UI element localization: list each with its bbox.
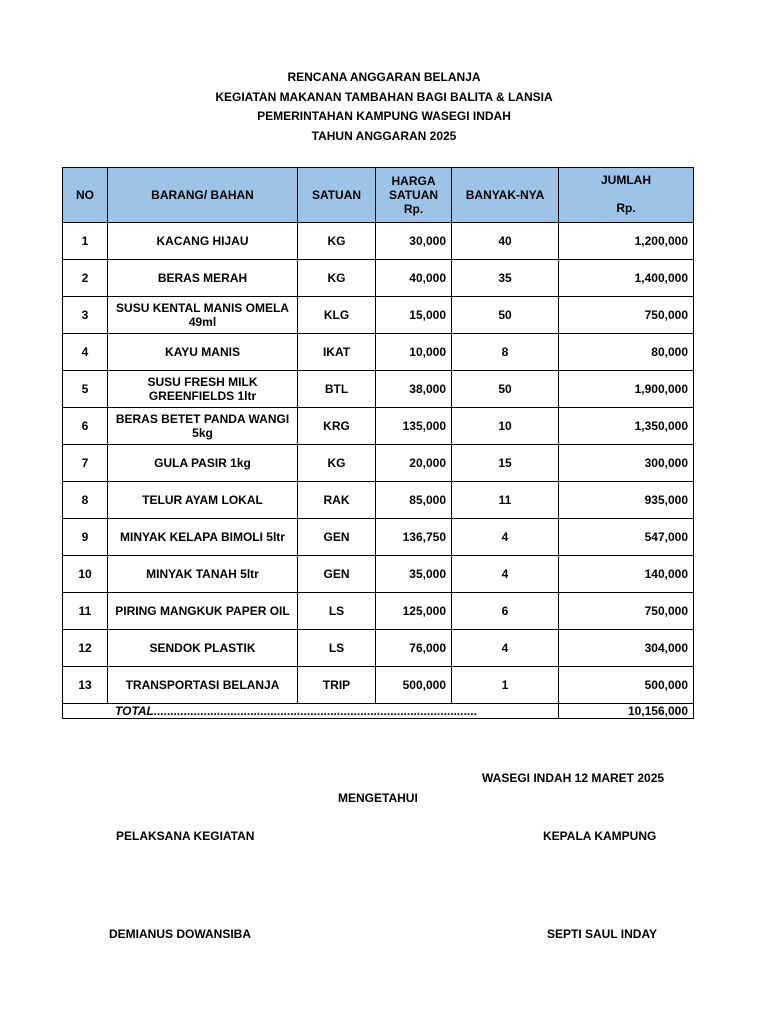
total-label: TOTAL................................................................................................. — [63, 704, 559, 719]
cell-harga: 500,000 — [376, 667, 452, 704]
cell-no: 4 — [63, 334, 108, 371]
header-year: TAHUN ANGGARAN 2025 — [311, 128, 457, 143]
table-row — [63, 445, 694, 482]
cell-barang: BERAS MERAH — [108, 260, 298, 297]
total-value: 10,156,000 — [559, 704, 694, 719]
col-harga-header-line2: SATUAN Rp. — [388, 188, 439, 216]
cell-satuan: KG — [298, 260, 376, 297]
cell-banyak: 50 — [452, 297, 559, 334]
cell-satuan: IKAT — [298, 334, 376, 371]
cell-no: 10 — [63, 556, 108, 593]
header-activity: KEGIATAN MAKANAN TAMBAHAN BAGI BALITA & LANSIA — [215, 89, 553, 104]
col-jumlah-header-line1: JUMLAH — [601, 173, 651, 187]
acknowledged-label: MENGETAHUI — [338, 791, 418, 805]
cell-barang: SUSU FRESH MILK GREENFIELDS 1ltr — [108, 371, 298, 408]
cell-jumlah: 140,000 — [559, 556, 694, 593]
cell-no: 5 — [63, 371, 108, 408]
col-no-header: NO — [63, 168, 108, 223]
cell-harga: 125,000 — [376, 593, 452, 630]
cell-no: 2 — [63, 260, 108, 297]
table-row — [63, 556, 694, 593]
col-banyak-header: BANYAK-NYA — [452, 168, 559, 223]
cell-harga: 30,000 — [376, 223, 452, 260]
header-government: PEMERINTAHAN KAMPUNG WASEGI INDAH — [257, 109, 511, 123]
cell-satuan: KG — [298, 445, 376, 482]
cell-barang: KAYU MANIS — [108, 334, 298, 371]
table-row — [63, 593, 694, 630]
cell-banyak: 15 — [452, 445, 559, 482]
col-harga-header — [376, 168, 452, 223]
col-barang-header: BARANG/ BAHAN — [108, 168, 298, 223]
document-date: WASEGI INDAH 12 MARET 2025 — [482, 771, 665, 785]
cell-no: 3 — [63, 297, 108, 334]
table-row — [63, 519, 694, 556]
left-signatory-title: PELAKSANA KEGIATAN — [116, 829, 255, 843]
cell-jumlah: 1,200,000 — [559, 223, 694, 260]
col-jumlah-header-line2: Rp. — [616, 201, 636, 215]
cell-harga: 76,000 — [376, 630, 452, 667]
cell-barang: TELUR AYAM LOKAL — [108, 482, 298, 519]
cell-satuan: TRIP — [298, 667, 376, 704]
cell-jumlah: 935,000 — [559, 482, 694, 519]
cell-jumlah: 1,400,000 — [559, 260, 694, 297]
cell-barang: MINYAK TANAH 5ltr — [108, 556, 298, 593]
cell-jumlah: 500,000 — [559, 667, 694, 704]
cell-no: 13 — [63, 667, 108, 704]
table-row — [63, 297, 694, 334]
col-harga-header-line1: HARGA — [391, 174, 436, 188]
table-body — [63, 223, 694, 704]
right-signatory-name: SEPTI SAUL INDAY — [547, 927, 658, 941]
cell-no: 11 — [63, 593, 108, 630]
table-header-row — [63, 168, 694, 223]
cell-jumlah: 750,000 — [559, 297, 694, 334]
cell-banyak: 35 — [452, 260, 559, 297]
cell-satuan: RAK — [298, 482, 376, 519]
cell-harga: 135,000 — [376, 408, 452, 445]
cell-barang: GULA PASIR 1kg — [108, 445, 298, 482]
cell-jumlah: 1,900,000 — [559, 371, 694, 408]
cell-barang: TRANSPORTASI BELANJA — [108, 667, 298, 704]
cell-banyak: 8 — [452, 334, 559, 371]
cell-jumlah: 750,000 — [559, 593, 694, 630]
cell-banyak: 10 — [452, 408, 559, 445]
col-jumlah-header — [559, 168, 694, 223]
cell-banyak: 1 — [452, 667, 559, 704]
cell-no: 1 — [63, 223, 108, 260]
cell-barang: KACANG HIJAU — [108, 223, 298, 260]
cell-banyak: 4 — [452, 556, 559, 593]
cell-banyak: 4 — [452, 630, 559, 667]
cell-harga: 15,000 — [376, 297, 452, 334]
budget-table — [62, 167, 694, 719]
cell-banyak: 11 — [452, 482, 559, 519]
cell-harga: 136,750 — [376, 519, 452, 556]
total-row — [63, 704, 694, 719]
table-row — [63, 260, 694, 297]
cell-harga: 20,000 — [376, 445, 452, 482]
col-satuan-header: SATUAN — [298, 168, 376, 223]
cell-harga: 38,000 — [376, 371, 452, 408]
cell-jumlah: 547,000 — [559, 519, 694, 556]
header-title: RENCANA ANGGARAN BELANJA — [287, 70, 481, 84]
cell-satuan: KLG — [298, 297, 376, 334]
table-row — [63, 482, 694, 519]
table-row — [63, 334, 694, 371]
cell-no: 9 — [63, 519, 108, 556]
table-row — [63, 371, 694, 408]
cell-barang: SUSU KENTAL MANIS OMELA 49ml — [108, 297, 298, 334]
cell-harga: 85,000 — [376, 482, 452, 519]
cell-satuan: LS — [298, 593, 376, 630]
cell-jumlah: 1,350,000 — [559, 408, 694, 445]
cell-satuan: GEN — [298, 519, 376, 556]
cell-banyak: 50 — [452, 371, 559, 408]
cell-harga: 10,000 — [376, 334, 452, 371]
cell-barang: MINYAK KELAPA BIMOLI 5ltr — [108, 519, 298, 556]
right-signatory-title: KEPALA KAMPUNG — [543, 829, 657, 843]
cell-no: 12 — [63, 630, 108, 667]
cell-banyak: 4 — [452, 519, 559, 556]
cell-harga: 40,000 — [376, 260, 452, 297]
cell-jumlah: 300,000 — [559, 445, 694, 482]
cell-no: 7 — [63, 445, 108, 482]
cell-jumlah: 80,000 — [559, 334, 694, 371]
cell-satuan: GEN — [298, 556, 376, 593]
cell-satuan: KG — [298, 223, 376, 260]
cell-barang: SENDOK PLASTIK — [108, 630, 298, 667]
cell-jumlah: 304,000 — [559, 630, 694, 667]
document-header — [0, 68, 768, 146]
cell-no: 8 — [63, 482, 108, 519]
cell-satuan: LS — [298, 630, 376, 667]
cell-barang: PIRING MANGKUK PAPER OIL — [108, 593, 298, 630]
cell-satuan: BTL — [298, 371, 376, 408]
left-signatory-name: DEMIANUS DOWANSIBA — [109, 927, 252, 941]
table-row — [63, 667, 694, 704]
table-row — [63, 223, 694, 260]
table-row — [63, 630, 694, 667]
cell-barang: BERAS BETET PANDA WANGI 5kg — [108, 408, 298, 445]
cell-satuan: KRG — [298, 408, 376, 445]
cell-harga: 35,000 — [376, 556, 452, 593]
table-row — [63, 408, 694, 445]
cell-banyak: 40 — [452, 223, 559, 260]
cell-no: 6 — [63, 408, 108, 445]
cell-banyak: 6 — [452, 593, 559, 630]
